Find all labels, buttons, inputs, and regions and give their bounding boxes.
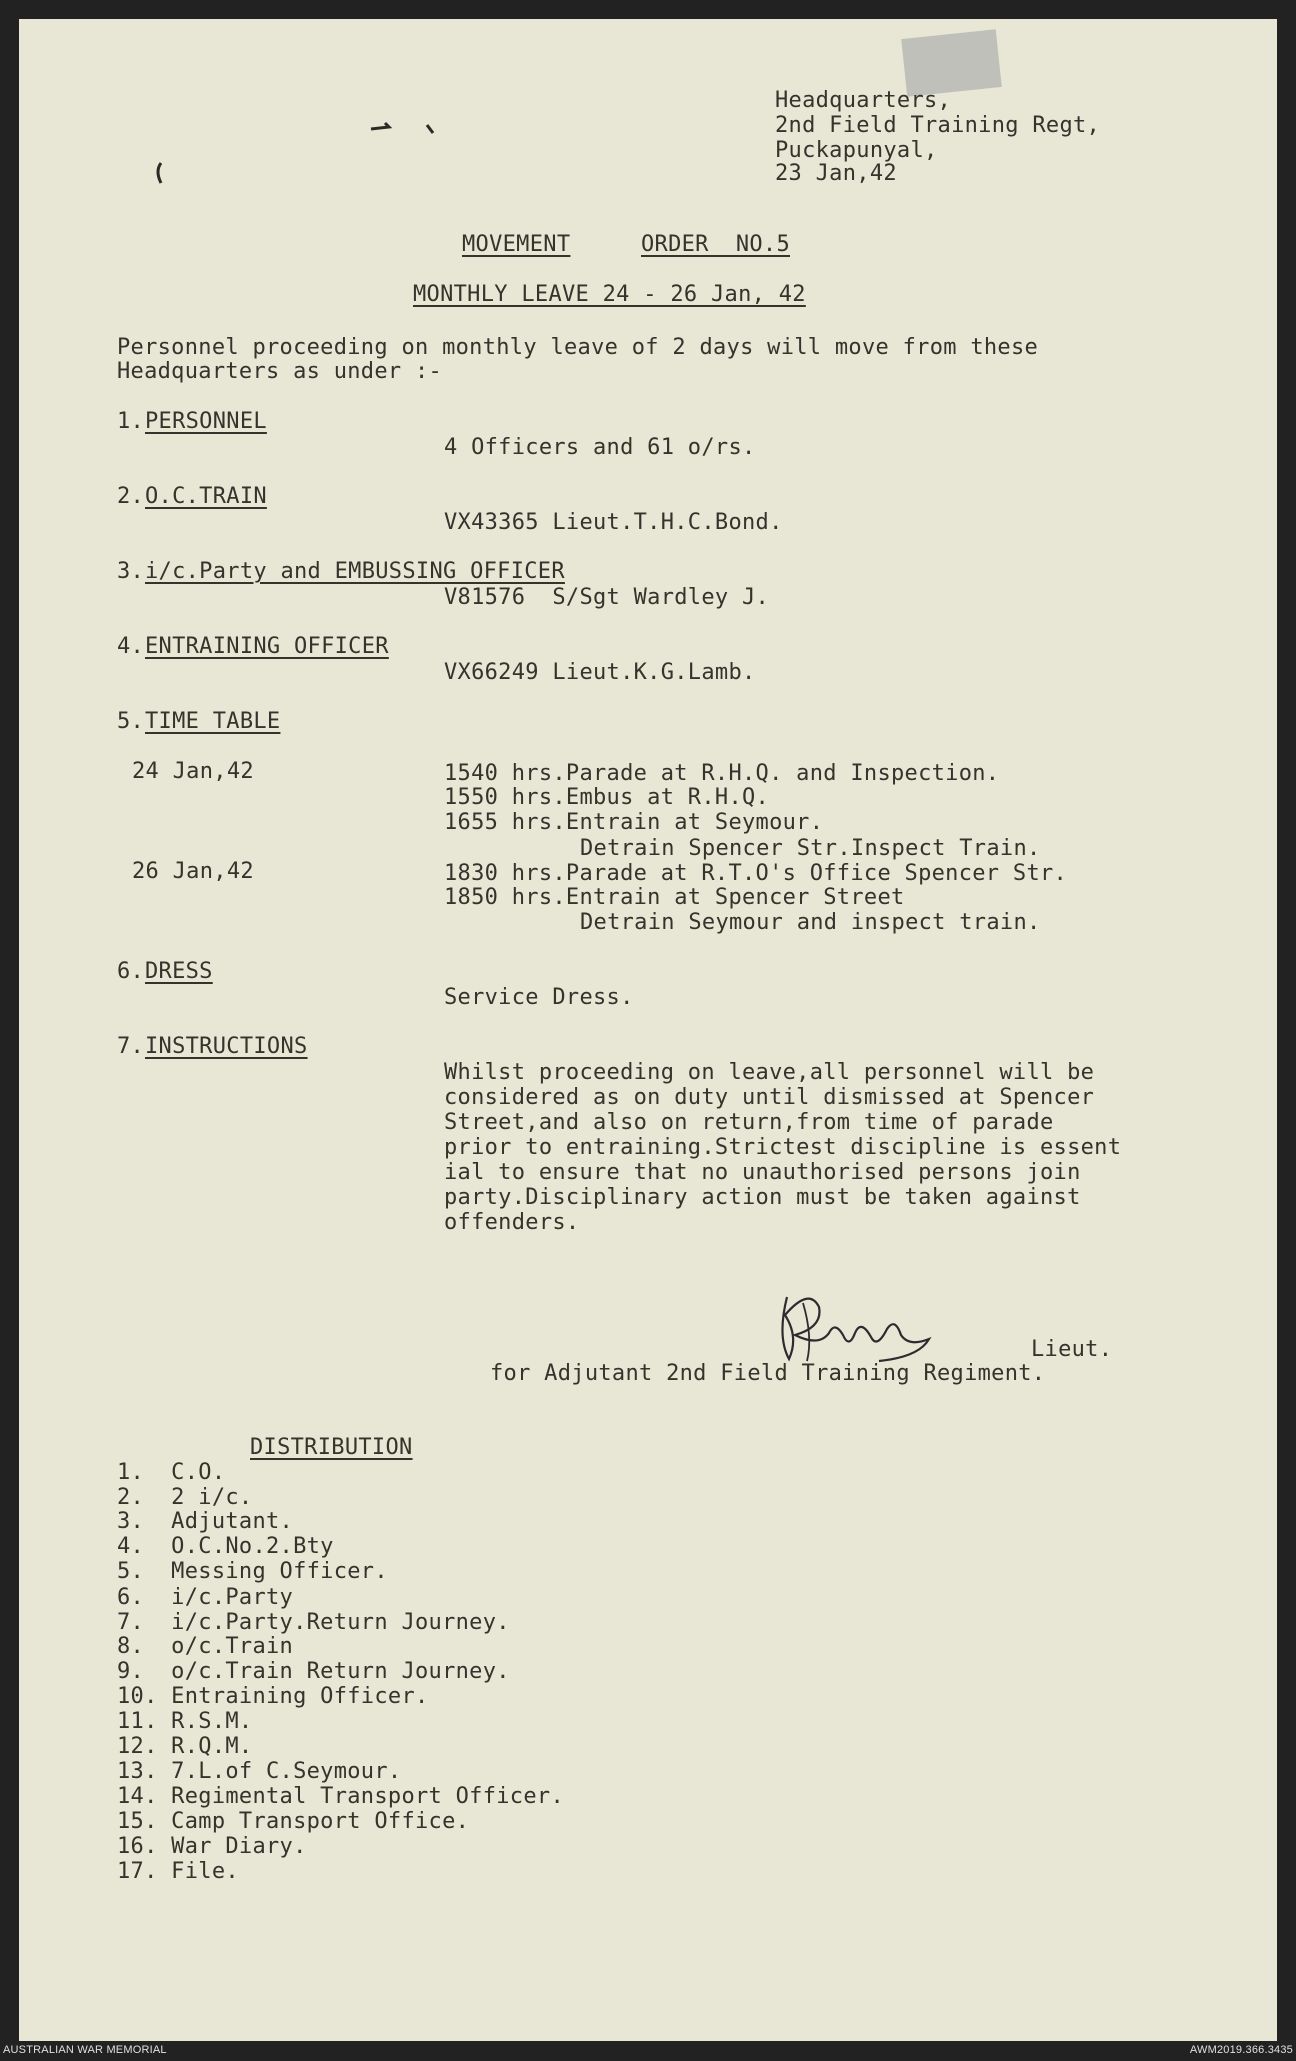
distribution-item: 3. Adjutant.: [117, 1509, 294, 1534]
party-heading: i/c.Party and EMBUSSING OFFICER: [145, 559, 565, 584]
distribution-item: 13. 7.L.of C.Seymour.: [117, 1759, 402, 1784]
footer-institution: AUSTRALIAN WAR MEMORIAL: [3, 2044, 167, 2056]
distribution-item: 11. R.S.M.: [117, 1709, 253, 1734]
instructions-line: prior to entraining.Strictest discipline is essent: [444, 1135, 1122, 1160]
instructions-line: ial to ensure that no unauthorised persons join: [444, 1160, 1081, 1185]
document-page: [19, 19, 1277, 2041]
party-text: V81576 S/Sgt Wardley J.: [444, 585, 770, 610]
distribution-item: 12. R.Q.M.: [117, 1734, 253, 1759]
distribution-item: 10. Entraining Officer.: [117, 1684, 429, 1709]
timetable-date-2: 26 Jan,42: [132, 859, 254, 884]
distribution-item: 2. 2 i/c.: [117, 1485, 253, 1510]
entraining-text: VX66249 Lieut.K.G.Lamb.: [444, 660, 756, 685]
distribution-item: 8. o/c.Train: [117, 1634, 294, 1659]
timetable-row: 1830 hrs.Parade at R.T.O's Office Spencer Str.: [444, 861, 1068, 886]
order-number: ORDER NO.5: [641, 232, 790, 257]
distribution-item: 16. War Diary.: [117, 1834, 307, 1859]
distribution-item: 15. Camp Transport Office.: [117, 1809, 470, 1834]
signature-rank: Lieut.: [1031, 1337, 1113, 1362]
header-line-1: Headquarters,: [775, 88, 952, 113]
distribution-item: 1. C.O.: [117, 1460, 226, 1485]
timetable-row: 1850 hrs.Entrain at Spencer Street: [444, 885, 905, 910]
distribution-item: 17. File.: [117, 1859, 239, 1884]
timetable-heading: TIME TABLE: [145, 709, 281, 734]
instructions-line: considered as on duty until dismissed at Spencer: [444, 1085, 1095, 1110]
header-line-2: 2nd Field Training Regt,: [775, 113, 1101, 138]
signature-line: for Adjutant 2nd Field Training Regiment.: [490, 1361, 1046, 1386]
distribution-item: 4. O.C.No.2.Bty: [117, 1534, 334, 1559]
instructions-line: Street,and also on return,from time of parade: [444, 1110, 1054, 1135]
timetable-date-1: 24 Jan,42: [132, 759, 254, 784]
dress-heading: DRESS: [145, 959, 213, 984]
footer-accession-number: AWM2019.366.3435: [1189, 2044, 1293, 2056]
order-label: MOVEMENT: [462, 232, 571, 257]
distribution-item: 7. i/c.Party.Return Journey.: [117, 1610, 510, 1635]
distribution-item: 5. Messing Officer.: [117, 1559, 388, 1584]
intro-line-2: Headquarters as under :-: [117, 359, 443, 384]
distribution-item: 9. o/c.Train Return Journey.: [117, 1659, 510, 1684]
section-number: 6.: [117, 959, 145, 984]
oc-train-text: VX43365 Lieut.T.H.C.Bond.: [444, 510, 783, 535]
entraining-heading: ENTRAINING OFFICER: [145, 634, 389, 659]
timetable-row: Detrain Seymour and inspect train.: [580, 910, 1041, 935]
distribution-heading: DISTRIBUTION: [250, 1435, 413, 1460]
ink-mark: [367, 107, 457, 147]
timetable-row: 1540 hrs.Parade at R.H.Q. and Inspection.: [444, 761, 1000, 786]
section-number: 1.: [117, 409, 145, 434]
dress-text: Service Dress.: [444, 985, 634, 1010]
ink-mark: [149, 159, 179, 189]
section-number: 5.: [117, 709, 145, 734]
section-number: 2.: [117, 484, 145, 509]
personnel-heading: PERSONNEL: [145, 409, 267, 434]
instructions-line: Whilst proceeding on leave,all personnel will be: [444, 1060, 1095, 1085]
section-number: 3.: [117, 559, 145, 584]
distribution-item: 14. Regimental Transport Officer.: [117, 1784, 564, 1809]
instructions-line: offenders.: [444, 1210, 580, 1235]
section-number: 7.: [117, 1034, 145, 1059]
timetable-row: Detrain Spencer Str.Inspect Train.: [580, 836, 1041, 861]
instructions-heading: INSTRUCTIONS: [145, 1034, 308, 1059]
distribution-item: 6. i/c.Party: [117, 1585, 294, 1610]
oc-train-heading: O.C.TRAIN: [145, 484, 267, 509]
personnel-text: 4 Officers and 61 o/rs.: [444, 435, 756, 460]
header-line-3: Puckapunyal,: [775, 138, 938, 163]
timetable-row: 1550 hrs.Embus at R.H.Q.: [444, 785, 770, 810]
tape-mark: [901, 29, 1002, 97]
intro-line-1: Personnel proceeding on monthly leave of 2 days will move from these: [117, 335, 1039, 360]
header-date: 23 Jan,42: [775, 161, 897, 186]
section-number: 4.: [117, 634, 145, 659]
order-subtitle: MONTHLY LEAVE 24 - 26 Jan, 42: [413, 282, 806, 307]
timetable-row: 1655 hrs.Entrain at Seymour.: [444, 810, 824, 835]
instructions-line: party.Disciplinary action must be taken against: [444, 1185, 1081, 1210]
